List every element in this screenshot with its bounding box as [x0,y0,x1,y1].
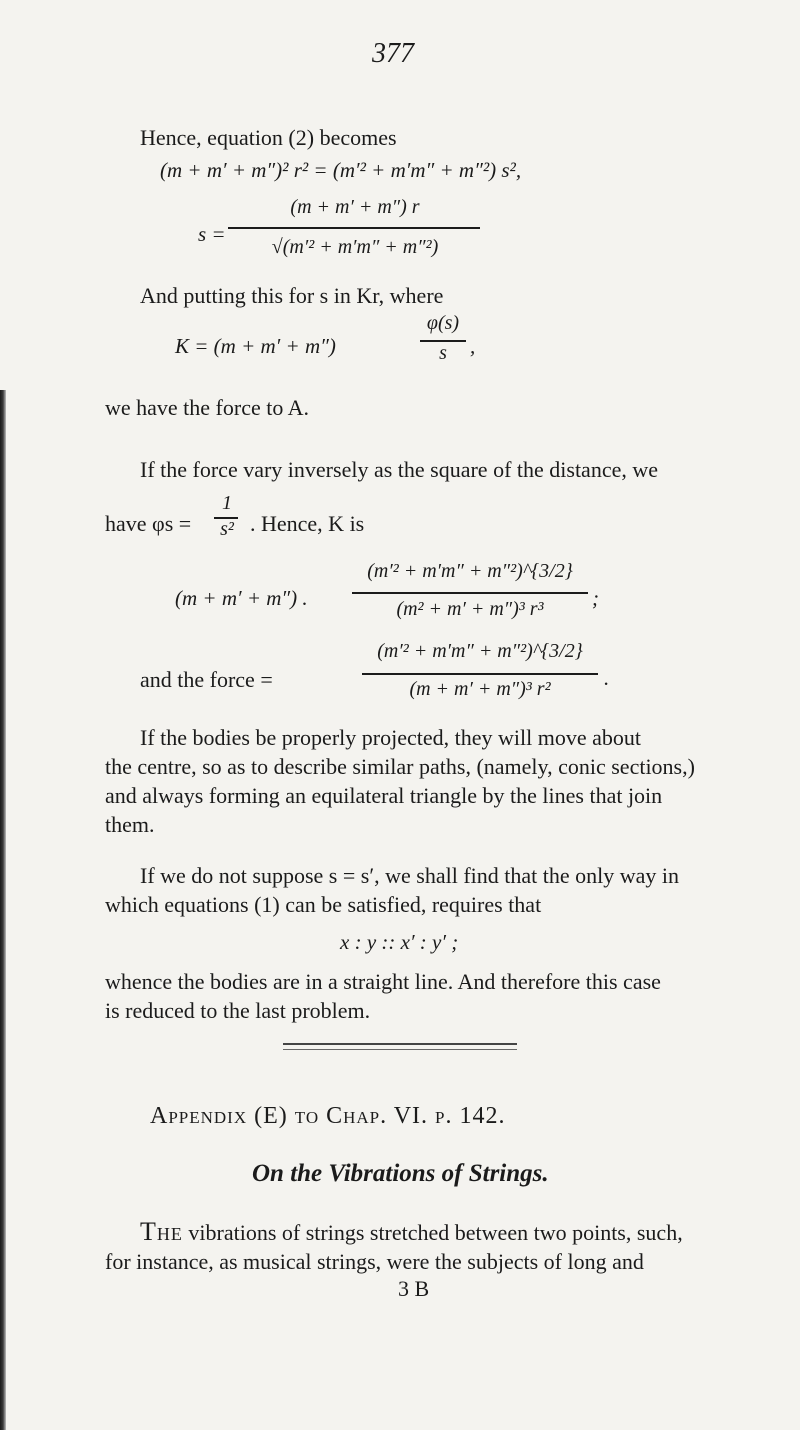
proportion-equation: x : y :: x′ : y′ ; [340,930,459,954]
para1-line2: the centre, so as to describe similar paths, (namely, conic sections,) [105,754,695,779]
para1-line1: If the bodies be properly projected, they will move about [140,725,641,750]
para3-line1-rest: vibrations of strings stretched between two points, such, [182,1220,683,1245]
line-have-phi: have φs = [105,511,192,536]
s-numerator: (m + m′ + m″) r [290,196,420,218]
s-equals: s = [198,222,226,246]
equation-1: (m + m′ + m″)² r² = (m′² + m′m″ + m″²) s², [160,158,522,182]
line-hence-k: . Hence, K is [250,511,365,536]
k-definition: K = (m + m′ + m″) [175,334,336,358]
drop-word: The [140,1217,183,1246]
k-prefix: (m + m′ + m″) . [175,586,308,610]
fraction-bar [362,673,598,675]
force-denominator: (m + m′ + m″)³ r² [409,678,551,700]
para3-line2: for instance, as musical strings, were the subjects of long and [105,1249,644,1274]
para1-line4: them. [105,812,155,837]
para1-line3: and always forming an equilateral triangle by the lines that join [105,783,663,808]
phi-s-denominator: s [439,342,447,364]
line-inverse-square: If the force vary inversely as the square of the distance, we [140,457,658,482]
period: . [604,666,610,690]
line-force-to-a: we have the force to A. [105,395,310,420]
line-hence-equation: Hence, equation (2) becomes [140,125,397,150]
section-divider [283,1043,517,1045]
para2-line1: If we do not suppose s = s′, we shall find that the only way in [140,863,680,888]
semicolon: ; [592,586,599,610]
k-numerator: (m′² + m′m″ + m″²)^{3/2} [367,560,573,582]
s-denominator: √(m′² + m′m″ + m″²) [271,236,439,258]
page-spine-shadow [0,390,6,1430]
section-divider-thin [283,1049,517,1050]
fraction-bar [352,592,588,594]
force-label: and the force = [140,667,273,692]
line-and-putting: And putting this for s in Kr, where [140,283,444,308]
one-numerator: 1 [222,492,232,514]
force-numerator: (m′² + m′m″ + m″²)^{3/2} [377,640,583,662]
s-squared-denominator: s² [220,518,234,540]
para2-line4: is reduced to the last problem. [105,998,371,1023]
k-denominator: (m² + m′ + m″)³ r³ [396,598,544,620]
para2-line3: whence the bodies are in a straight line. And therefore this case [105,969,661,994]
appendix-heading: Appendix (E) to Chap. VI. p. 142. [150,1103,506,1129]
fraction-bar [228,227,480,229]
para3-line1 [140,1218,683,1247]
section-title: On the Vibrations of Strings. [252,1160,549,1187]
signature-mark: 3 B [398,1276,430,1301]
page-number: 377 [372,38,414,69]
phi-s-numerator: φ(s) [426,312,460,334]
comma: , [470,334,476,358]
para2-line2: which equations (1) can be satisfied, requires that [105,892,542,917]
